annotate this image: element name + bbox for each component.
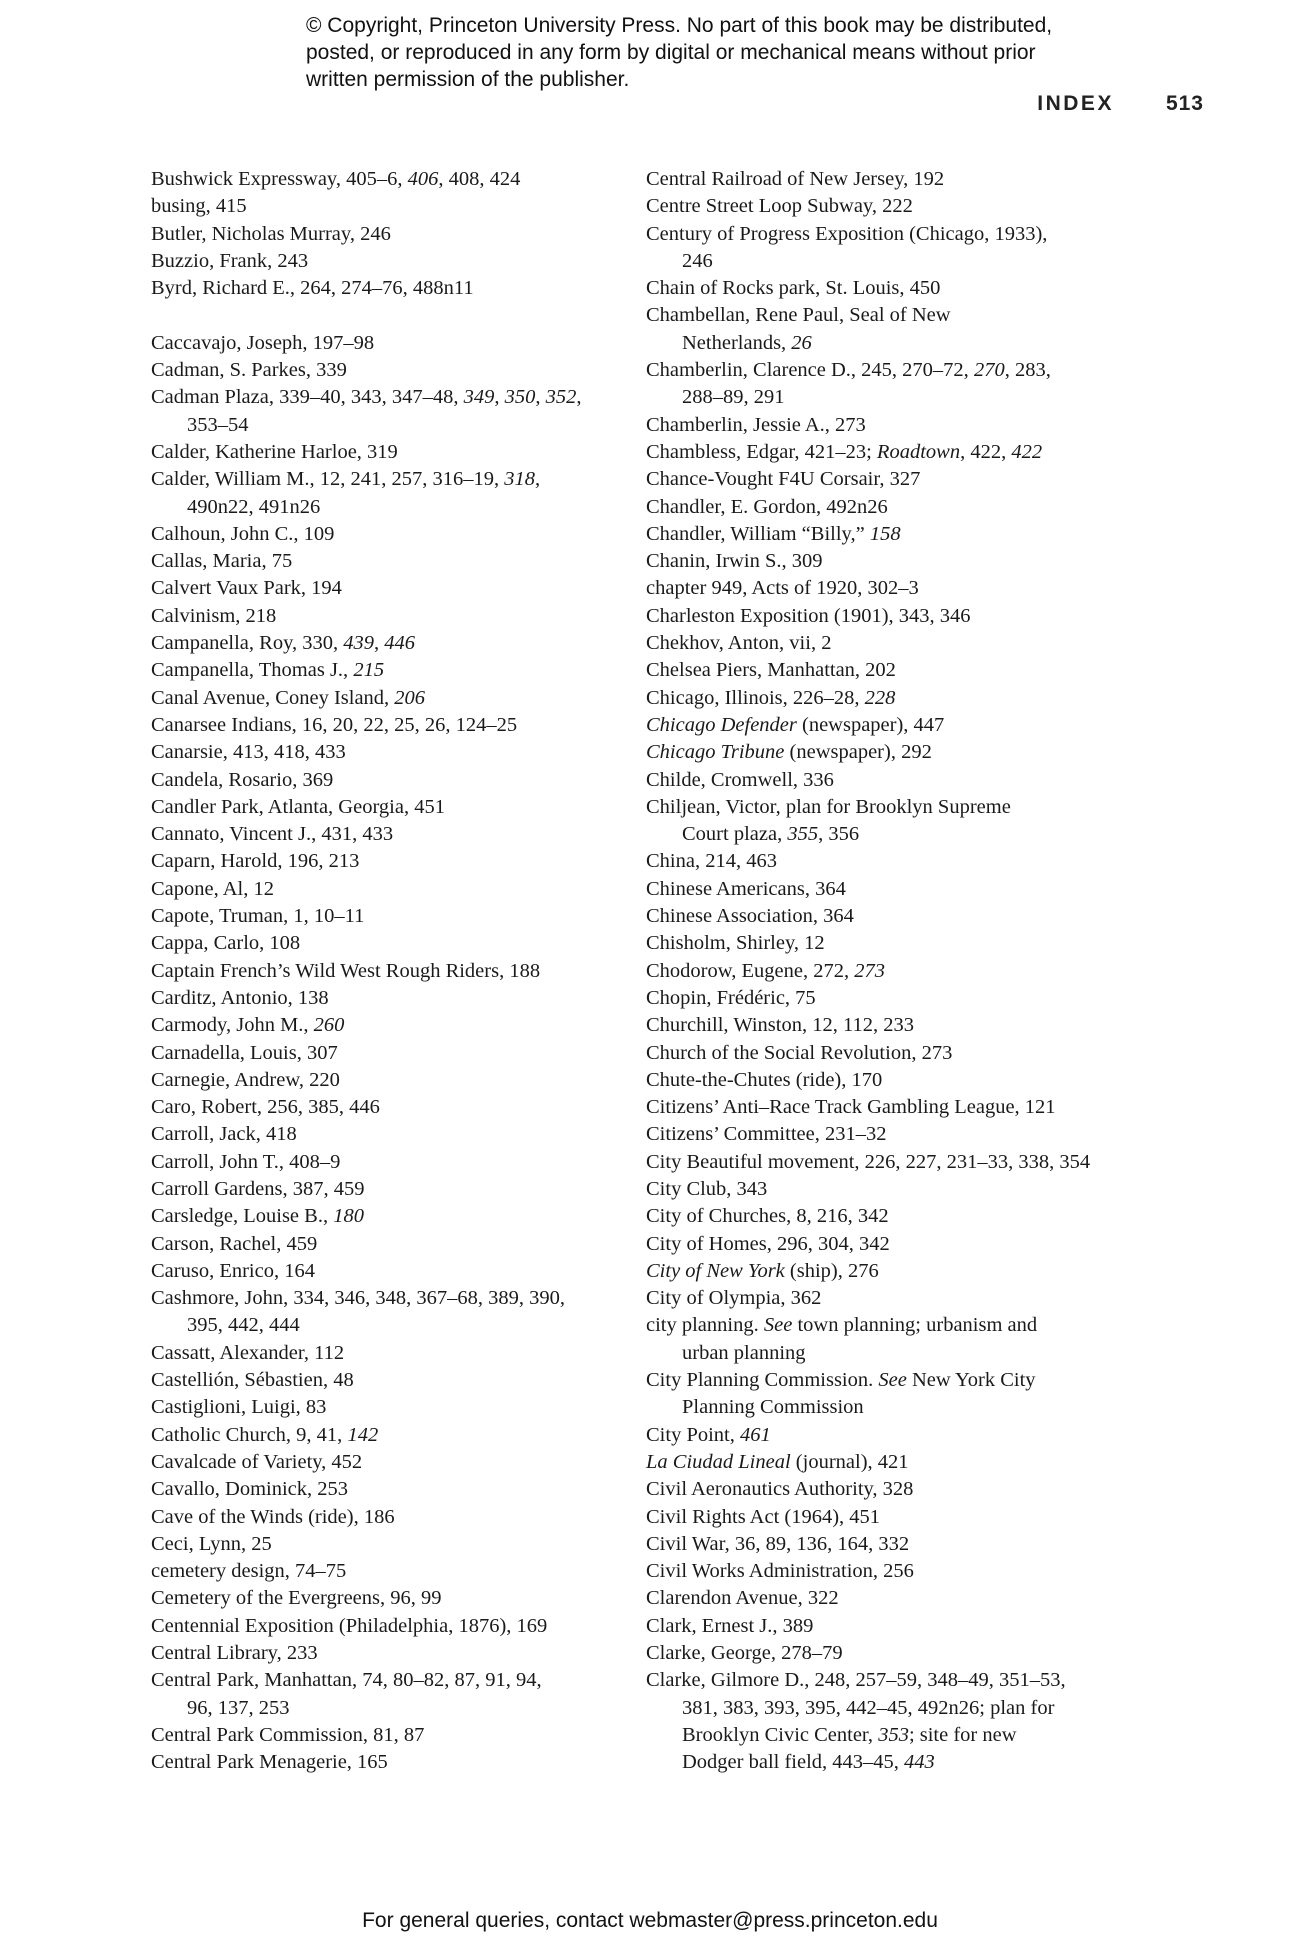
copyright-notice: © Copyright, Princeton University Press. No part of this book may be distributed, posted, or reproduced in any form by digital or mechanical means without prior written permission of the publisher. [306, 14, 1053, 91]
entry-text: Cadman, S. Parkes, 339 [151, 359, 347, 382]
index-entry [151, 958, 621, 985]
italic-text: 215 [353, 659, 385, 682]
italic-text: 461 [739, 1423, 771, 1446]
entry-text: Chicago, Illinois, 226–28, [646, 686, 865, 709]
index-entry [646, 439, 1146, 466]
entry-text: Centennial Exposition (Philadelphia, 1876), 169 [151, 1614, 548, 1637]
index-entry-continuation [646, 1749, 1146, 1776]
italic-text: 355 [787, 823, 819, 846]
entry-text: Cavalcade of Variety, 452 [151, 1450, 363, 1473]
entry-text: Clark, Ernest J., 389 [646, 1614, 814, 1637]
index-entry [646, 166, 1146, 193]
index-entry [151, 1558, 621, 1585]
index-entry [646, 275, 1146, 302]
index-entry [151, 1012, 621, 1039]
entry-text: Chelsea Piers, Manhattan, 202 [646, 659, 896, 682]
index-entry [151, 603, 621, 630]
index-entry [646, 466, 1146, 493]
entry-text: Childe, Cromwell, 336 [646, 768, 834, 791]
entry-text: Castellión, Sébastien, 48 [151, 1369, 354, 1392]
index-entry [646, 1449, 1146, 1476]
entry-text: Chamberlin, Clarence D., 245, 270–72, [646, 359, 974, 382]
entry-text: Carnegie, Andrew, 220 [151, 1068, 340, 1091]
index-entry [151, 1285, 621, 1312]
italic-text: 26 [791, 331, 812, 354]
italic-text: 349 [463, 386, 495, 409]
entry-text: (newspaper), 447 [796, 713, 945, 736]
index-entry [646, 1422, 1146, 1449]
running-head [1037, 92, 1204, 116]
italic-text: La Ciudad Lineal [646, 1450, 791, 1473]
entry-text: Catholic Church, 9, 41, [151, 1423, 348, 1446]
index-entry [151, 384, 621, 411]
entry-text: Planning Commission [682, 1396, 864, 1419]
entry-text: City Club, 343 [646, 1177, 768, 1200]
index-entry [151, 1422, 621, 1449]
italic-text: 443 [904, 1751, 935, 1774]
entry-text: Castiglioni, Luigi, 83 [151, 1396, 327, 1419]
index-entry [151, 848, 621, 875]
entry-text: Chamberlin, Jessie A., 273 [646, 413, 866, 436]
entry-text: (journal), 421 [790, 1450, 909, 1473]
index-entry [646, 1067, 1146, 1094]
index-entry [151, 1340, 621, 1367]
entry-text: Netherlands, [682, 331, 792, 354]
entry-text: Cavallo, Dominick, 253 [151, 1478, 349, 1501]
italic-text: 439 [343, 632, 374, 655]
index-entry [646, 1176, 1146, 1203]
index-entry [151, 466, 621, 493]
index-entry [646, 1476, 1146, 1503]
index-entry [646, 685, 1146, 712]
entry-text: , 283, [1004, 359, 1051, 382]
entry-text: Cave of the Winds (ride), 186 [151, 1505, 395, 1528]
entry-text: Chisholm, Shirley, 12 [646, 932, 825, 955]
entry-text: Clarke, Gilmore D., 248, 257–59, 348–49, 351–53, [646, 1669, 1066, 1692]
index-entry [151, 630, 621, 657]
entry-text: chapter 949, Acts of 1920, 302–3 [646, 577, 919, 600]
index-entry [646, 603, 1146, 630]
entry-text: Captain French’s Wild West Rough Riders, 188 [151, 959, 541, 982]
index-entry-continuation [151, 1312, 621, 1339]
italic-text: Roadtown [876, 440, 961, 463]
entry-text: Court plaza, [682, 823, 788, 846]
entry-text: Cadman Plaza, 339–40, 343, 347–48, [151, 386, 464, 409]
index-entry [151, 821, 621, 848]
section-title: INDEX [1037, 92, 1114, 115]
index-entry [151, 1667, 621, 1694]
index-entry-continuation [646, 330, 1146, 357]
italic-text: 228 [864, 686, 896, 709]
entry-text: Chopin, Frédéric, 75 [646, 986, 816, 1009]
index-entry [646, 1121, 1146, 1148]
italic-text: See [878, 1369, 907, 1392]
index-entry [646, 1258, 1146, 1285]
index-entry [646, 1149, 1146, 1176]
entry-text: Civil Aeronautics Authority, 328 [646, 1478, 914, 1501]
index-entry-continuation [646, 248, 1146, 275]
entry-text: 381, 383, 393, 395, 442–45, 492n26; plan for [682, 1696, 1055, 1719]
index-entry [646, 958, 1146, 985]
index-entry [646, 712, 1146, 739]
italic-text: Chicago Defender [646, 713, 797, 736]
index-entry [646, 1613, 1146, 1640]
index-entry [646, 1531, 1146, 1558]
italic-text: City of New York [646, 1259, 785, 1282]
index-entry [646, 412, 1146, 439]
index-entry [151, 1504, 621, 1531]
italic-text: 350 [504, 386, 536, 409]
italic-text: 318 [504, 468, 536, 491]
entry-text: Chandler, E. Gordon, 492n26 [646, 495, 888, 518]
entry-text: Campanella, Thomas J., [151, 659, 354, 682]
entry-text: Carroll Gardens, 387, 459 [151, 1177, 365, 1200]
index-entry [646, 193, 1146, 220]
entry-text: Carsledge, Louise B., [151, 1205, 334, 1228]
index-entry [151, 903, 621, 930]
entry-text: 96, 137, 253 [187, 1696, 290, 1719]
italic-text: 206 [394, 686, 426, 709]
entry-text: City of Olympia, 362 [646, 1287, 822, 1310]
entry-text: Clarendon Avenue, 322 [646, 1587, 839, 1610]
entry-text: , [494, 386, 505, 409]
entry-text: Cappa, Carlo, 108 [151, 932, 301, 955]
entry-text: Chinese Americans, 364 [646, 877, 846, 900]
index-entry [646, 630, 1146, 657]
entry-text: Butler, Nicholas Murray, 246 [151, 222, 391, 245]
index-entry [646, 1367, 1146, 1394]
index-entry [151, 221, 621, 248]
index-entry [646, 302, 1146, 329]
index-entry [151, 685, 621, 712]
entry-text: Brooklyn Civic Center, [682, 1723, 879, 1746]
entry-text: Citizens’ Committee, 231–32 [646, 1123, 887, 1146]
entry-text: Chain of Rocks park, St. Louis, 450 [646, 277, 941, 300]
footer-contact: For general queries, contact webmaster@press.princeton.edu [362, 1909, 938, 1932]
entry-text: Civil Rights Act (1964), 451 [646, 1505, 881, 1528]
entry-text: City Planning Commission. [646, 1369, 879, 1392]
entry-text: Chodorow, Eugene, 272, [646, 959, 855, 982]
entry-text: Chanin, Irwin S., 309 [646, 550, 823, 573]
index-entry [646, 739, 1146, 766]
index-entry [151, 1613, 621, 1640]
index-entry [151, 876, 621, 903]
index-entry [646, 1094, 1146, 1121]
index-entry [151, 657, 621, 684]
entry-text: Caruso, Enrico, 164 [151, 1259, 315, 1282]
index-entry [151, 930, 621, 957]
index-entry [151, 439, 621, 466]
italic-text: Chicago Tribune [646, 741, 785, 764]
index-entry [151, 794, 621, 821]
index-entry-continuation [151, 412, 621, 439]
entry-text: Charleston Exposition (1901), 343, 346 [646, 604, 971, 627]
index-entry [151, 248, 621, 275]
entry-text: Central Park Menagerie, 165 [151, 1751, 388, 1774]
entry-text: ; site for new [908, 1723, 1017, 1746]
entry-text: Caccavajo, Joseph, 197–98 [151, 331, 375, 354]
entry-text: Chute-the-Chutes (ride), 170 [646, 1068, 883, 1091]
entry-text: Calhoun, John C., 109 [151, 522, 335, 545]
entry-text: Carson, Rachel, 459 [151, 1232, 318, 1255]
index-entry [151, 1367, 621, 1394]
index-entry [646, 767, 1146, 794]
index-entry [646, 985, 1146, 1012]
entry-text: Clarke, George, 278–79 [646, 1642, 843, 1665]
index-entry [646, 1312, 1146, 1339]
entry-text: , 356 [818, 823, 860, 846]
entry-text: , 422, [960, 440, 1012, 463]
entry-text: urban planning [682, 1341, 806, 1364]
entry-text: Central Park, Manhattan, 74, 80–82, 87, 91, 94, [151, 1669, 542, 1692]
entry-text: Capone, Al, 12 [151, 877, 274, 900]
entry-text: 353–54 [187, 413, 249, 436]
entry-text: Caparn, Harold, 196, 213 [151, 850, 360, 873]
italic-text: 270 [973, 359, 1005, 382]
index-entry [151, 1394, 621, 1421]
entry-text: Central Library, 233 [151, 1642, 318, 1665]
entry-text: Carmody, John M., [151, 1014, 314, 1037]
entry-text: Byrd, Richard E., 264, 274–76, 488n11 [151, 277, 474, 300]
index-entry [151, 1449, 621, 1476]
index-entry [646, 1667, 1146, 1694]
italic-text: 142 [347, 1423, 379, 1446]
index-entry-continuation [151, 494, 621, 521]
index-entry [151, 767, 621, 794]
entry-text: Ceci, Lynn, 25 [151, 1532, 272, 1555]
entry-text: Carditz, Antonio, 138 [151, 986, 329, 1009]
index-entry [646, 548, 1146, 575]
entry-text: Cemetery of the Evergreens, 96, 99 [151, 1587, 442, 1610]
entry-text: (ship), 276 [784, 1259, 879, 1282]
index-entry [646, 1203, 1146, 1230]
index-entry [646, 1585, 1146, 1612]
italic-text: 273 [854, 959, 885, 982]
entry-text: Buzzio, Frank, 243 [151, 249, 309, 272]
index-entry [646, 1040, 1146, 1067]
entry-text: City of Homes, 296, 304, 342 [646, 1232, 890, 1255]
index-entry [151, 1640, 621, 1667]
entry-text: Church of the Social Revolution, 273 [646, 1041, 953, 1064]
index-entry [151, 330, 621, 357]
entry-text: Carroll, Jack, 418 [151, 1123, 297, 1146]
entry-text: Chinese Association, 364 [646, 905, 854, 928]
entry-text: New York City [906, 1369, 1036, 1392]
index-entry [151, 1176, 621, 1203]
entry-text: Chambless, Edgar, 421–23; [646, 440, 877, 463]
entry-text: Cannato, Vincent J., 431, 433 [151, 823, 394, 846]
italic-text: 352 [545, 386, 577, 409]
index-entry [151, 739, 621, 766]
entry-text: 246 [682, 249, 713, 272]
index-entry [646, 1231, 1146, 1258]
italic-text: 180 [333, 1205, 364, 1228]
index-entry [646, 1012, 1146, 1039]
entry-text: Churchill, Winston, 12, 112, 233 [646, 1014, 914, 1037]
entry-text: China, 214, 463 [646, 850, 777, 873]
entry-text: , [576, 386, 582, 409]
entry-text: Chiljean, Victor, plan for Brooklyn Supreme [646, 795, 1011, 818]
entry-text: city planning. [646, 1314, 764, 1337]
index-entry [646, 357, 1146, 384]
index-entry [151, 548, 621, 575]
entry-text: , [535, 468, 541, 491]
index-entry [151, 1149, 621, 1176]
entry-text: town planning; urbanism and [792, 1314, 1038, 1337]
entry-text: (newspaper), 292 [784, 741, 932, 764]
entry-text: Calder, William M., 12, 241, 257, 316–19, [151, 468, 505, 491]
index-entry [151, 1585, 621, 1612]
entry-text: City Beautiful movement, 226, 227, 231–33, 338, 354 [646, 1150, 1091, 1173]
index-entry-continuation [646, 1394, 1146, 1421]
index-entry [646, 903, 1146, 930]
index-entry [151, 1749, 621, 1776]
index-entry [151, 1231, 621, 1258]
entry-text: Calvinism, 218 [151, 604, 277, 627]
entry-text: Canal Avenue, Coney Island, [151, 686, 395, 709]
entry-text: Candler Park, Atlanta, Georgia, 451 [151, 795, 445, 818]
index-entry-continuation [646, 1695, 1146, 1722]
entry-text: Canarsee Indians, 16, 20, 22, 25, 26, 124–25 [151, 713, 518, 736]
entry-text: Citizens’ Anti–Race Track Gambling League, 121 [646, 1096, 1056, 1119]
entry-text: Central Park Commission, 81, 87 [151, 1723, 425, 1746]
italic-text: 406 [407, 168, 439, 190]
page-number: 513 [1165, 92, 1204, 115]
index-entry [151, 575, 621, 602]
entry-text: 395, 442, 444 [187, 1314, 300, 1337]
entry-text: , 408, 424 [438, 168, 521, 190]
index-entry [151, 1531, 621, 1558]
index-entry [646, 1504, 1146, 1531]
entry-text: Calder, Katherine Harloe, 319 [151, 440, 398, 463]
index-entry [646, 521, 1146, 548]
index-entry [151, 985, 621, 1012]
index-entry [151, 1258, 621, 1285]
index-entry-continuation [646, 821, 1146, 848]
entry-text: Carroll, John T., 408–9 [151, 1150, 341, 1173]
index-entry [151, 1040, 621, 1067]
entry-text: , [535, 386, 546, 409]
entry-text: Caro, Robert, 256, 385, 446 [151, 1096, 380, 1119]
entry-text: 490n22, 491n26 [187, 495, 321, 518]
entry-text: Capote, Truman, 1, 10–11 [151, 905, 365, 928]
entry-text: Canarsie, 413, 418, 433 [151, 741, 346, 764]
index-entry [151, 193, 621, 220]
entry-text: Civil War, 36, 89, 136, 164, 332 [646, 1532, 910, 1555]
index-entry [646, 848, 1146, 875]
entry-text: Dodger ball field, 443–45, [682, 1751, 905, 1774]
index-entry [151, 166, 621, 193]
index-entry [646, 876, 1146, 903]
index-entry-continuation [646, 1722, 1146, 1749]
entry-text: Calvert Vaux Park, 194 [151, 577, 342, 600]
entry-text: Cashmore, John, 334, 346, 348, 367–68, 389, 390, [151, 1287, 565, 1310]
index-entry [646, 930, 1146, 957]
index-entry [151, 1121, 621, 1148]
italic-text: See [763, 1314, 793, 1337]
entry-text: Campanella, Roy, 330, [151, 632, 344, 655]
italic-text: 353 [878, 1723, 909, 1746]
index-entry [151, 1203, 621, 1230]
index-entry [151, 275, 621, 302]
entry-text: Century of Progress Exposition (Chicago, 1933), [646, 222, 1048, 245]
italic-text: 158 [869, 522, 901, 545]
entry-text: Centre Street Loop Subway, 222 [646, 195, 913, 218]
index-entry [151, 1722, 621, 1749]
entry-text: Bushwick Expressway, 405–6, [151, 168, 408, 190]
entry-text: cemetery design, 74–75 [151, 1560, 347, 1583]
entry-text: Chekhov, Anton, vii, 2 [646, 632, 832, 655]
index-entry [151, 1067, 621, 1094]
entry-text: , [374, 632, 385, 655]
index-column-right [646, 166, 1146, 1777]
index-entry [646, 575, 1146, 602]
italic-text: 446 [384, 632, 415, 655]
entry-text: Cassatt, Alexander, 112 [151, 1341, 345, 1364]
entry-text: Chandler, William “Billy,” [646, 522, 870, 545]
index-entry-continuation [646, 1340, 1146, 1367]
index-entry [646, 1285, 1146, 1312]
index-entry [646, 657, 1146, 684]
entry-text: busing, 415 [151, 195, 247, 218]
entry-text: Chance-Vought F4U Corsair, 327 [646, 468, 921, 491]
index-entry [646, 1558, 1146, 1585]
entry-text: City Point, [646, 1423, 740, 1446]
index-entry [646, 1640, 1146, 1667]
italic-text: 260 [313, 1014, 345, 1037]
index-entry [646, 494, 1146, 521]
entry-text: Chambellan, Rene Paul, Seal of New [646, 304, 951, 327]
index-entry [151, 1094, 621, 1121]
entry-text: Carnadella, Louis, 307 [151, 1041, 338, 1064]
entry-text: City of Churches, 8, 216, 342 [646, 1205, 889, 1228]
index-entry [151, 521, 621, 548]
entry-text: Callas, Maria, 75 [151, 550, 293, 573]
index-entry [151, 1476, 621, 1503]
index-entry [151, 712, 621, 739]
index-entry [646, 794, 1146, 821]
italic-text: 422 [1011, 440, 1043, 463]
entry-text: Central Railroad of New Jersey, 192 [646, 168, 945, 190]
entry-text: Candela, Rosario, 369 [151, 768, 334, 791]
index-entry-continuation [646, 384, 1146, 411]
entry-text: 288–89, 291 [682, 386, 785, 409]
index-entry-continuation [151, 1695, 621, 1722]
index-column-left [151, 166, 621, 1777]
index-entry [151, 357, 621, 384]
index-entry [646, 221, 1146, 248]
entry-text: Civil Works Administration, 256 [646, 1560, 914, 1583]
